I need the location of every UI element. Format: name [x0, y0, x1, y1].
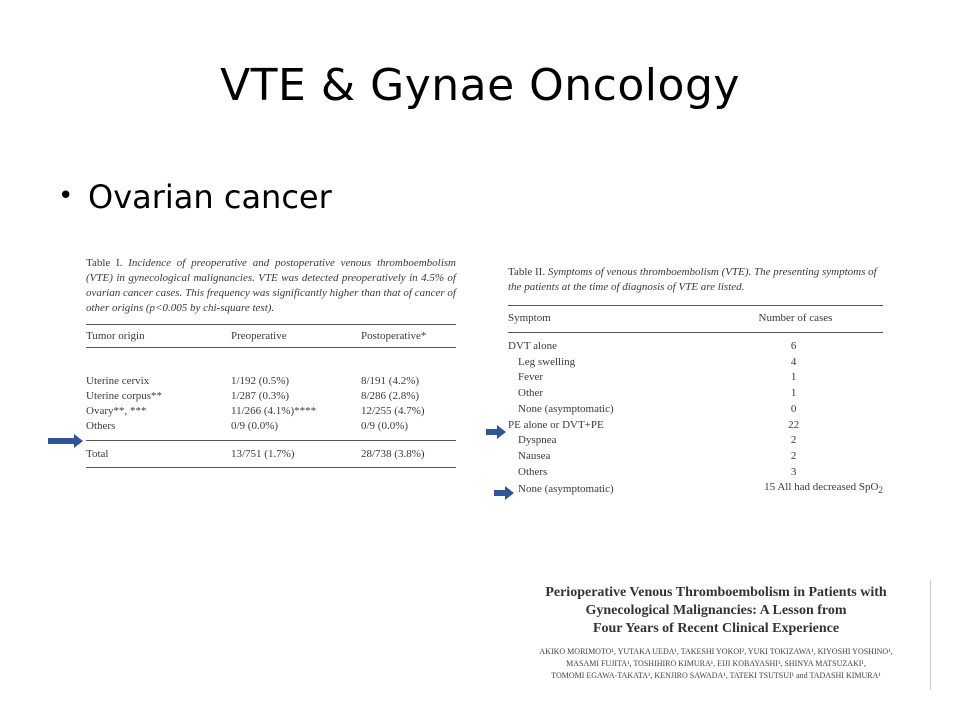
table-row: [508, 339, 883, 355]
caption-prefix: Table I.: [86, 257, 123, 269]
cell: 22: [788, 418, 800, 431]
cell: None (asymptomatic): [518, 402, 614, 415]
table-row: [86, 404, 456, 419]
cell: Others: [86, 420, 116, 432]
table-header-row: [508, 306, 883, 332]
cell: 2: [790, 449, 797, 462]
table-incidence: [86, 256, 456, 468]
table-symptoms-caption: [508, 265, 883, 295]
table-row: [508, 480, 883, 499]
cell: 0: [790, 402, 797, 415]
table-row: [508, 355, 883, 371]
slide-title: VTE & Gynae Oncology: [220, 60, 740, 111]
table-incidence-caption: [86, 256, 456, 316]
paper-header: [502, 580, 931, 690]
header-cell: Tumor origin: [86, 329, 145, 342]
table-row: [508, 449, 883, 465]
cell: Others: [518, 465, 548, 478]
cell: Uterine corpus**: [86, 390, 163, 402]
cell: PE alone or DVT+PE: [508, 418, 604, 431]
authors-line: TOMOMI EGAWA-TAKATA¹, KENJIRO SAWADA¹, TATEKI TSUTSUI¹ and TADASHI KIMURA¹: [551, 671, 881, 680]
table-row: [508, 402, 883, 418]
table-symptoms: [508, 265, 883, 499]
cell: Fever: [518, 371, 544, 384]
cell-text: 15 All had decreased SpO: [764, 481, 879, 494]
cell: 1: [790, 387, 797, 400]
cell: 28/738 (3.8%): [361, 447, 425, 460]
cell: Uterine cervix: [86, 375, 150, 387]
header-cell: Preoperative: [231, 329, 287, 342]
table-row: [508, 418, 883, 434]
cell: 8/286 (2.8%): [361, 390, 420, 402]
header-cell: Symptom: [508, 312, 551, 325]
cell: DVT alone: [508, 340, 557, 352]
caption-text: Symptoms of venous thromboembolism (VTE). The presenting symptoms of the patients at the time of diagnosis of VTE are listed.: [508, 266, 877, 293]
paper-authors: [502, 646, 930, 682]
cell: Dyspnea: [518, 434, 557, 447]
cell: [704, 480, 883, 499]
table-row: [508, 465, 883, 481]
authors-line: MASAMI FUJITA¹, TOSHIHIRO KIMURA¹, EIJI KOBAYASHI¹, SHINYA MATSUZAKI¹,: [566, 659, 866, 668]
cell: 13/751 (1.7%): [231, 447, 295, 460]
cell: 0/9 (0.0%): [231, 420, 279, 432]
cell: 3: [790, 465, 797, 478]
cell: Ovary**, ***: [86, 405, 147, 417]
table-row: [86, 419, 456, 434]
table-row: [86, 389, 456, 404]
arrow-ovary-icon: [48, 438, 75, 444]
cell: 1: [790, 371, 797, 384]
arrow-pe-icon: [486, 429, 498, 435]
table-total-row: [86, 441, 456, 467]
caption-text: Incidence of preoperative and postoperative venous thromboembolism (VTE) in gynecological malignancies. VTE was detected preoperatively in 4.5% of ovarian cancer cases. This frequency was significantly higher than that of cancer of other origins (p<0.005 by chi-square test).: [86, 257, 456, 314]
table-row: [508, 433, 883, 449]
cell: 12/255 (4.7%): [361, 405, 425, 417]
authors-line: AKIKO MORIMOTO¹, YUTAKA UEDA¹, TAKESHI YOKOI², YUKI TOKIZAWA¹, KIYOSHI YOSHINO¹,: [539, 647, 893, 656]
header-cell: Number of cases: [758, 312, 833, 325]
table-row: [86, 374, 456, 389]
bullet-text: Ovarian cancer: [88, 178, 332, 216]
cell: Total: [86, 447, 109, 460]
arrow-asymptomatic-icon: [494, 490, 506, 496]
cell: 1/287 (0.3%): [231, 390, 290, 402]
table-row: [508, 370, 883, 386]
cell: 8/191 (4.2%): [361, 375, 420, 387]
header-cell: Postoperative*: [361, 329, 427, 342]
cell: 11/266 (4.1%)****: [231, 405, 317, 417]
cell: 2: [790, 434, 797, 447]
cell: Nausea: [518, 449, 551, 462]
cell: Other: [518, 387, 544, 400]
cell: 0/9 (0.0%): [361, 420, 409, 432]
paper-title: [502, 580, 930, 638]
caption-prefix: Table II.: [508, 266, 546, 278]
cell: None (asymptomatic): [518, 482, 614, 495]
table-header-row: [86, 325, 456, 347]
paper-title-line: Gynecological Malignancies: A Lesson from: [585, 603, 847, 618]
cell: Leg swelling: [518, 355, 576, 368]
bullet-dot-icon: •: [58, 181, 74, 211]
cell: 6: [790, 340, 797, 352]
cell: 4: [790, 355, 797, 368]
cell-subscript: 2: [878, 485, 883, 496]
cell: 1/192 (0.5%): [231, 375, 290, 387]
bullet-item: [58, 178, 332, 216]
paper-title-line: Four Years of Recent Clinical Experience: [592, 621, 840, 636]
table-row: [508, 386, 883, 402]
paper-title-line: Perioperative Venous Thromboembolism in Patients with: [545, 585, 887, 600]
